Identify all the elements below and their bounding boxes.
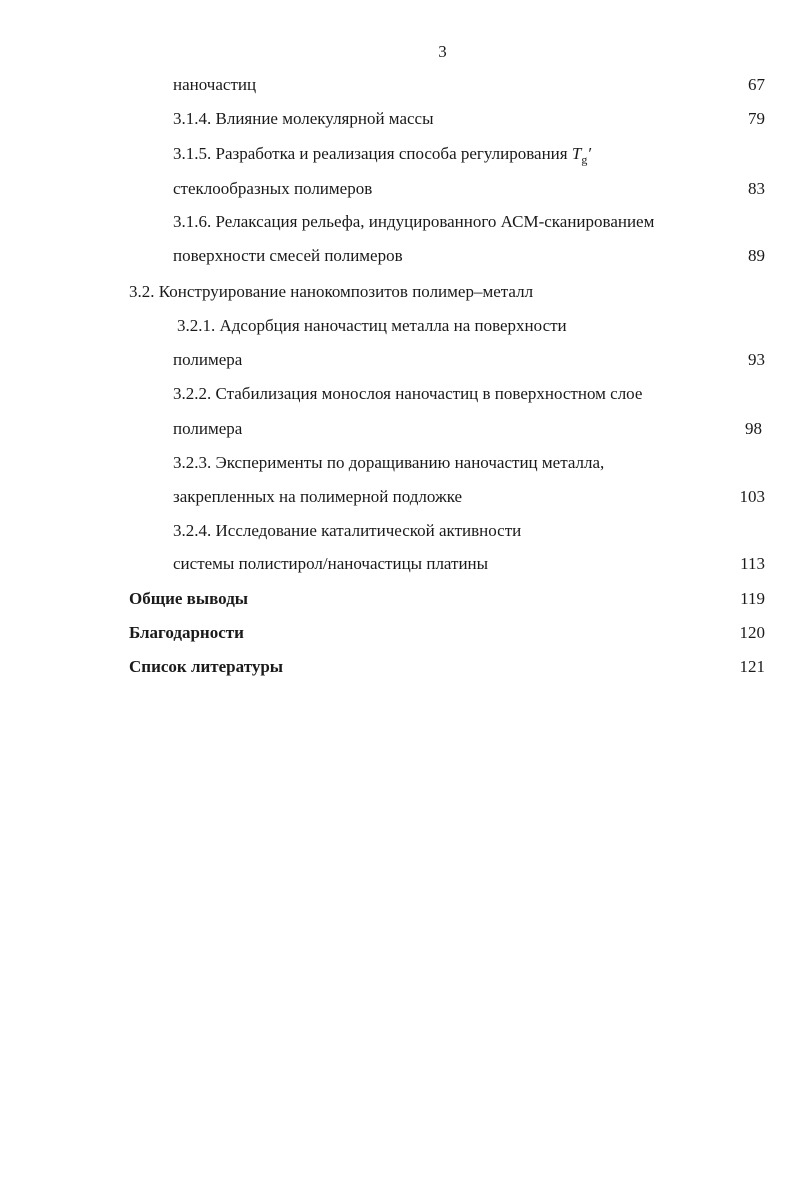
toc-entry-text: полимера [173,419,243,438]
toc-entry-text: 3.2.3. Эксперименты по доращиванию наночастиц металла, [173,453,605,472]
toc-entry-page: 98 [745,419,762,438]
toc-entry-text: поверхности смесей полимеров [173,246,403,265]
toc-entry-text: 3.1.6. Релаксация рельефа, индуцированного АСМ-сканированием [173,212,655,231]
toc-entry-page: 89 [748,246,765,265]
toc-chapter-heading: Общие выводы [129,589,249,608]
toc-entry-text: 3.2.4. Исследование каталитической активности [173,521,522,540]
toc-entry-text: 3.1.4. Влияние молекулярной массы [173,109,434,128]
toc-entry-text: закрепленных на полимерной подложке [173,487,463,506]
toc-entry-page: 79 [748,109,765,128]
toc-entry-text: системы полистирол/наночастицы платины [173,554,489,573]
toc-entry-page: 93 [748,350,765,369]
toc-entry-page: 83 [748,179,765,198]
toc-section-heading: 3.2. Конструирование нанокомпозитов полимер–металл [129,282,534,301]
toc-entry-page: 121 [739,657,765,676]
toc-entry-page: 67 [748,75,765,94]
toc-chapter-heading: Список литературы [129,657,284,676]
toc-chapter-heading: Благодарности [129,623,244,642]
toc-entry-text: полимера [173,350,243,369]
tg-symbol: $T_g'$ [571,144,592,167]
toc-entry-text: 3.2.2. Стабилизация монослоя наночастиц в поверхностном слое [173,384,643,403]
toc-entry-text: 3.2.1. Адсорбция наночастиц металла на поверхности [177,316,567,335]
toc-entry-page: 120 [739,623,765,642]
toc-entry-page: 103 [739,487,765,506]
toc-entry-text: наночастиц [173,75,257,94]
toc-entry-text-part: 3.1.5. Разработка и реализация способа регулирования [173,144,572,163]
toc-entry-page: 113 [740,554,765,573]
page-number: 3 [438,42,447,61]
toc-entry-text: стеклообразных полимеров [173,179,373,198]
toc-entry-page: 119 [740,589,765,608]
toc-entry-text [173,143,591,170]
